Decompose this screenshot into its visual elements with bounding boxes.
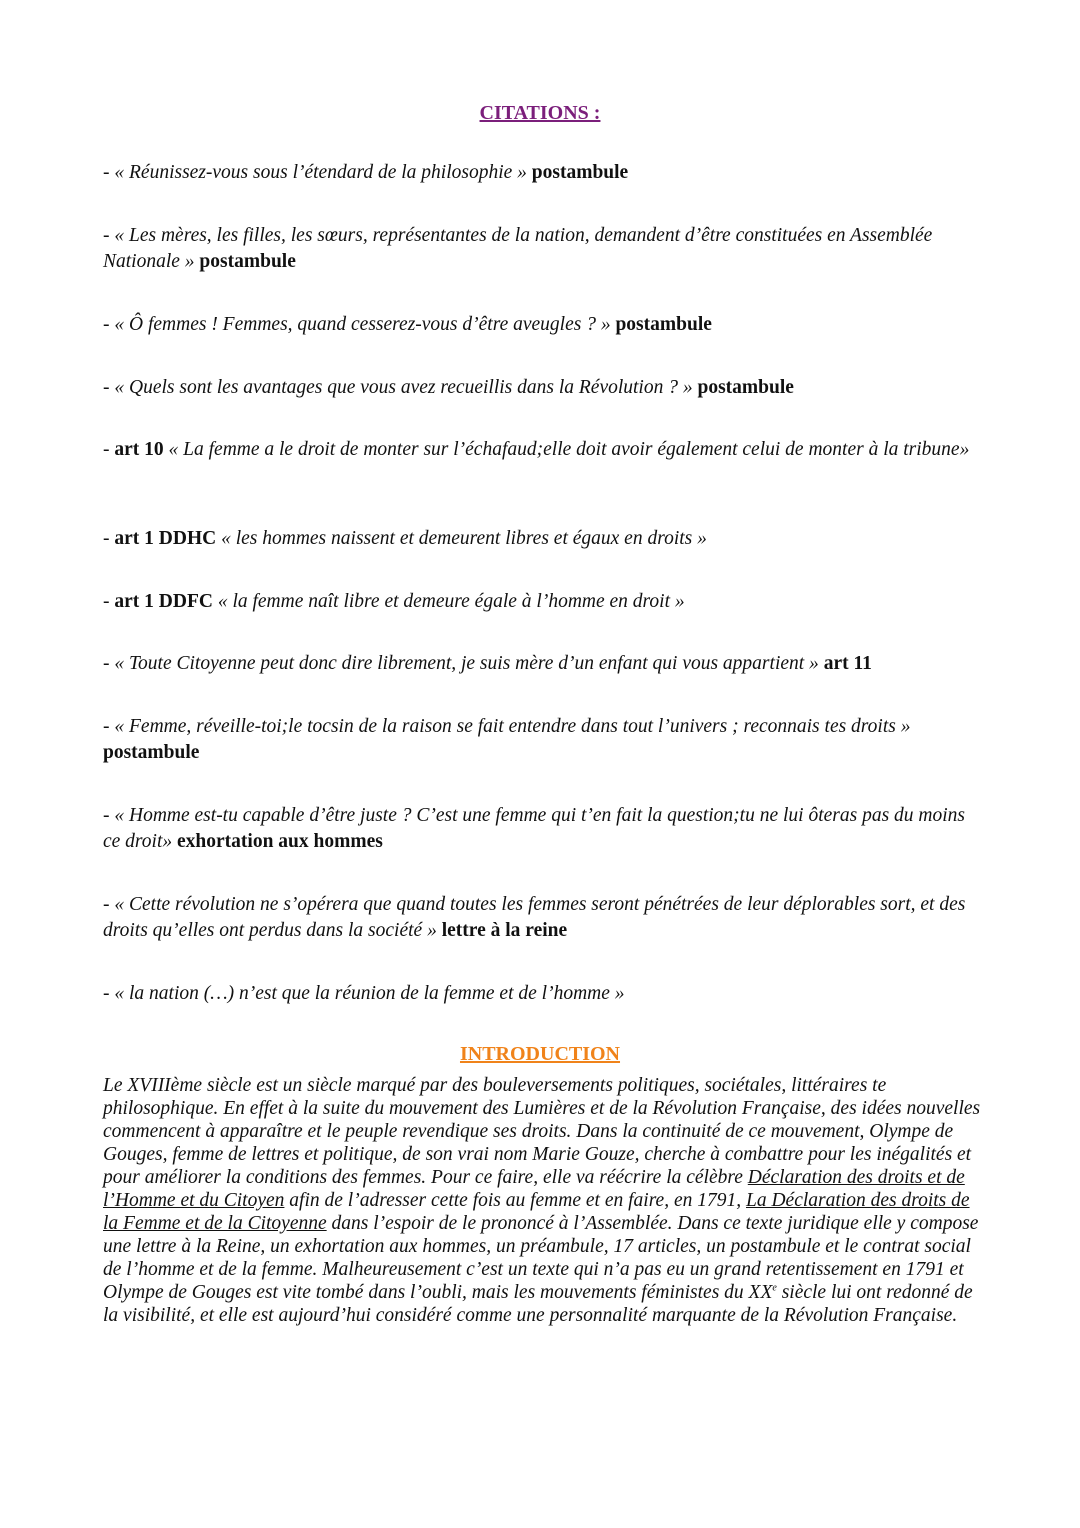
quote-label: art 1 DDFC bbox=[114, 591, 218, 612]
quote-source: art 11 bbox=[818, 653, 872, 674]
quote-dash: - bbox=[103, 314, 115, 335]
quote-label: art 1 DDHC bbox=[114, 528, 222, 549]
quote-text: « Homme est-tu capable d’être juste ? C’est une femme qui t’en fait la question;tu ne lui ôteras pas du moins ce droit» bbox=[103, 805, 966, 852]
quote-item bbox=[103, 892, 983, 944]
introduction-heading: INTRODUCTION bbox=[459, 1043, 621, 1065]
quote-text: « Cette révolution ne s’opérera que quand toutes les femmes seront pénétrées de leur déplorables sort, et des droits qu’elles ont perdus dans la société » bbox=[103, 894, 966, 941]
quote-item bbox=[103, 437, 983, 463]
intro-text: Le XVIIIème siècle est un siècle marqué par des bouleversements politiques, sociétales, littéraires te philosophique. En effet à la suite du mouvement des Lumières et de la Révolution Française, des idées nouvelles commencent à apparaître et le peuple revendique ses droits. Dans la continuité de ce mouvement, Olympe de Gouges, femme de lettres et politique, de son vrai nom Marie Gouze, cherche à combattre pour les inégalités et pour améliorer la conditions des femmes. Pour ce faire, elle va réécrire la célèbre bbox=[103, 1075, 981, 1188]
quote-text: « Réunissez-vous sous l’étendard de la philosophie » bbox=[114, 162, 527, 183]
quote-text: « Ô femmes ! Femmes, quand cesserez-vous d’être aveugles ? » bbox=[114, 314, 611, 335]
intro-text: siècle lui ont redonné de la visibilité, et elle est aujourd’hui considéré comme une personnalité marquante de la Révolution Française. bbox=[103, 1282, 973, 1326]
quote-dash: - bbox=[103, 716, 115, 737]
quote-item bbox=[103, 312, 983, 338]
quote-text: « les hommes naissent et demeurent libres et égaux en droits » bbox=[221, 528, 707, 549]
quote-source: lettre à la reine bbox=[436, 920, 568, 941]
quote-item bbox=[103, 375, 983, 401]
quote-dash: - bbox=[103, 591, 115, 612]
quote-text: « La femme a le droit de monter sur l’échafaud;elle doit avoir également celui de monter à la tribune» bbox=[168, 439, 970, 460]
intro-text: dans l’espoir de le prononcé à l’Assemblée. Dans ce texte juridique elle y compose une lettre à la Reine, un exhortation aux hommes, un préambule, 17 articles, un postambule et le contrat social de l’homme et de la femme. Malheureusement c’est un texte qui n’a pas eu un grand retentissement en 1791 et Olympe de Gouges est vite tombé dans l’oubli, mais les mouvements féministes du XX bbox=[103, 1213, 979, 1303]
quote-text: « Toute Citoyenne peut donc dire librement, je suis mère d’un enfant qui vous appartient » bbox=[114, 653, 819, 674]
quote-text: « la nation (…) n’est que la réunion de la femme et de l’homme » bbox=[114, 983, 625, 1004]
quote-item bbox=[103, 714, 983, 766]
quote-item bbox=[103, 981, 983, 1007]
quote-dash: - bbox=[103, 225, 115, 246]
quote-item bbox=[103, 803, 983, 855]
quote-item bbox=[103, 526, 983, 552]
quote-source: postambule bbox=[692, 377, 794, 398]
introduction-paragraph bbox=[103, 1074, 983, 1327]
quote-item bbox=[103, 223, 983, 275]
quote-item bbox=[103, 160, 983, 186]
quote-text: « la femme naît libre et demeure égale à l’homme en droit » bbox=[217, 591, 685, 612]
quote-dash: - bbox=[103, 162, 115, 183]
citations-heading: CITATIONS : bbox=[479, 102, 601, 124]
quote-source: exhortation aux hommes bbox=[172, 831, 383, 852]
quote-dash: - bbox=[103, 653, 115, 674]
quote-dash: - bbox=[103, 439, 115, 460]
quote-dash: - bbox=[103, 377, 115, 398]
quote-dash: - bbox=[103, 894, 115, 915]
quote-dash: - bbox=[103, 805, 115, 826]
quote-source: postambule bbox=[103, 742, 200, 763]
quote-text: « Quels sont les avantages que vous avez recueillis dans la Révolution ? » bbox=[114, 377, 693, 398]
intro-title-ddhc: Déclaration des droits et de l’Homme et du Citoyen bbox=[103, 1167, 965, 1211]
quote-source: postambule bbox=[610, 314, 712, 335]
intro-title-ddfc: La Déclaration des droits de la Femme et de la Citoyenne bbox=[103, 1190, 970, 1234]
quote-item bbox=[103, 589, 983, 615]
quote-text: « Les mères, les filles, les sœurs, représentantes de la nation, demandent d’être constituées en Assemblée Nationale » bbox=[103, 225, 933, 272]
intro-text: afin de l’adresser cette fois au femme et en faire, en 1791, bbox=[284, 1190, 746, 1211]
quote-text: « Femme, réveille-toi;le tocsin de la raison se fait entendre dans tout l’univers ; reconnais tes droits » bbox=[114, 716, 911, 737]
intro-superscript: e bbox=[772, 1282, 777, 1294]
quote-label: art 10 bbox=[114, 439, 169, 460]
quote-dash: - bbox=[103, 983, 115, 1004]
quote-source: postambule bbox=[526, 162, 629, 183]
quote-item bbox=[103, 651, 983, 677]
quote-source: postambule bbox=[194, 251, 296, 272]
quote-dash: - bbox=[103, 528, 115, 549]
